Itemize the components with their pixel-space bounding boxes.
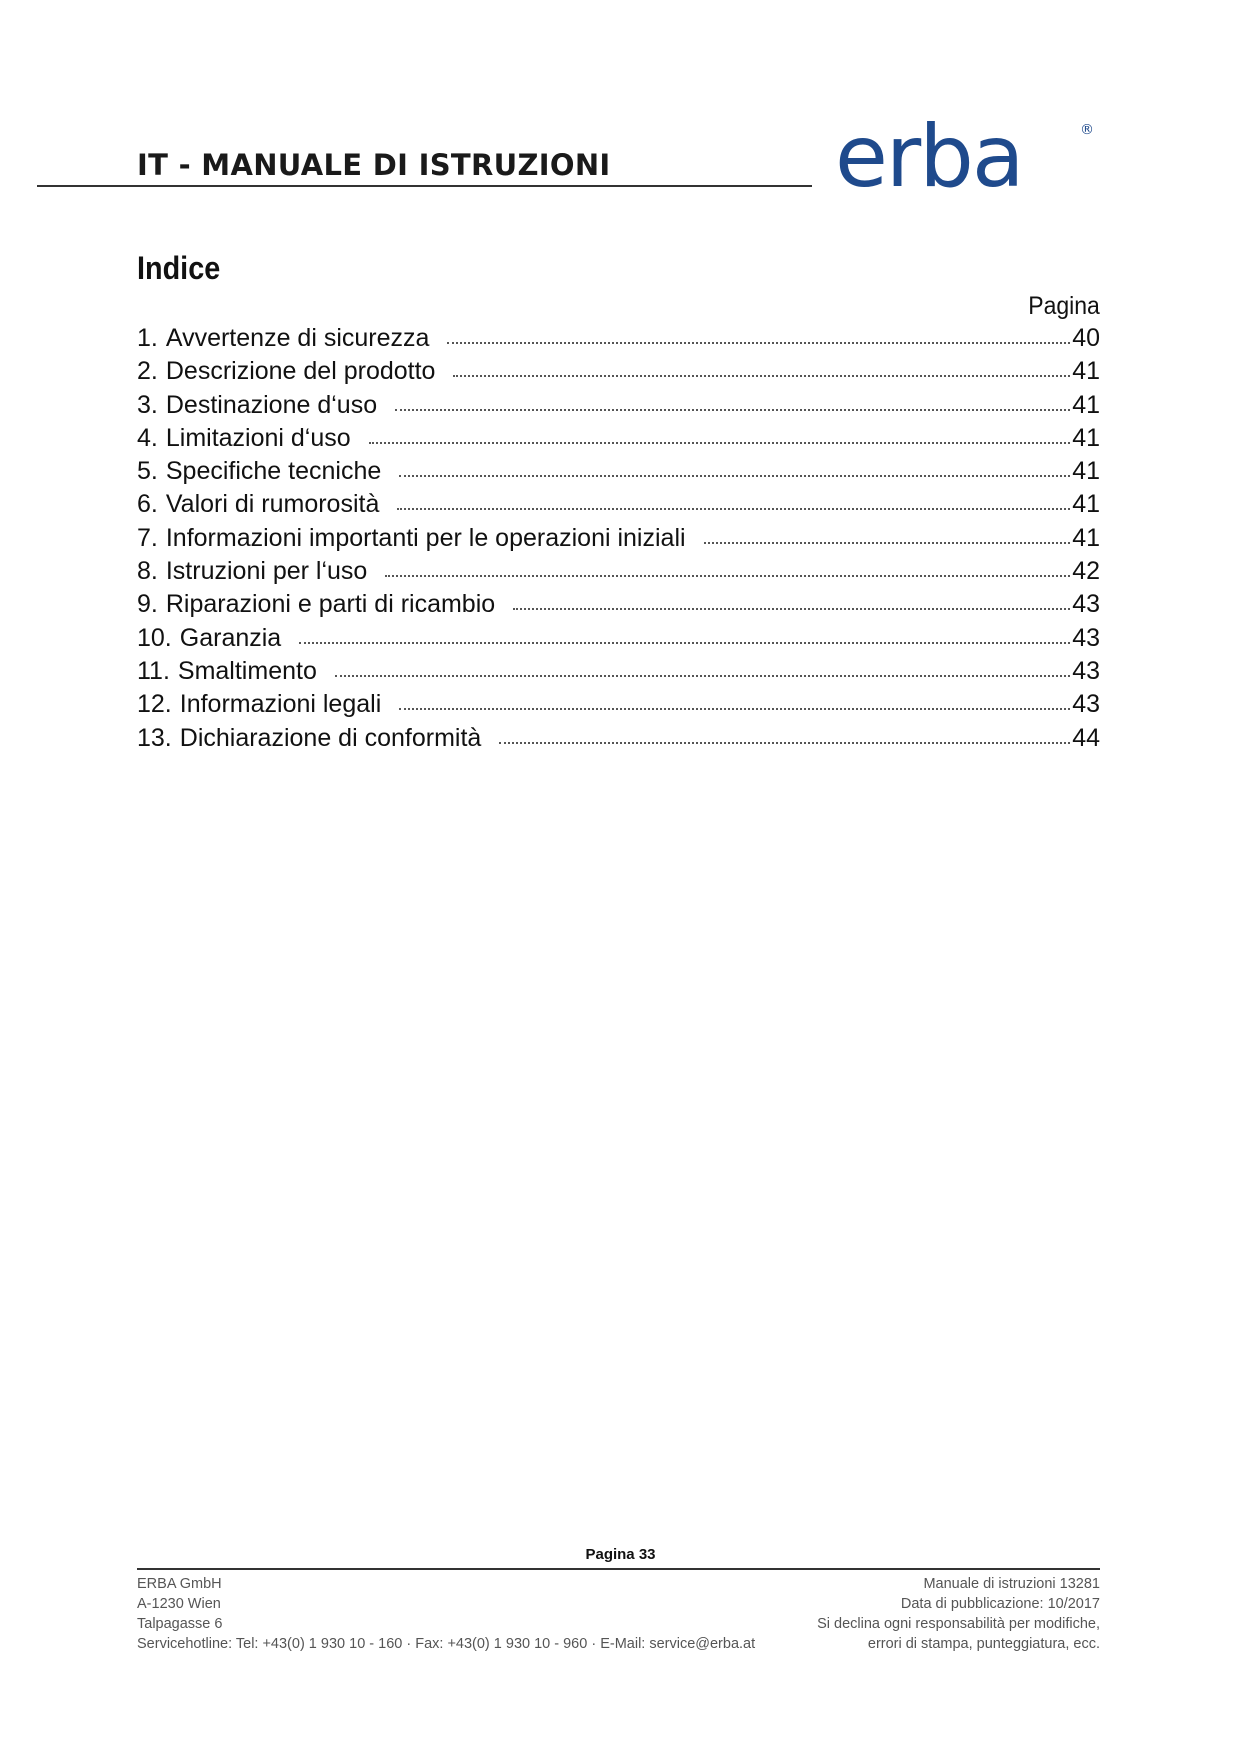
toc-entry-page: 44 (1072, 723, 1100, 752)
toc-entry-page: 41 (1072, 423, 1100, 452)
toc-entry-title: Destinazione d‘uso (165, 390, 378, 419)
toc-entry-title: Informazioni legali (179, 690, 382, 719)
dot-leader (335, 669, 1070, 677)
dot-leader (385, 569, 1070, 577)
toc-entry-page: 43 (1072, 656, 1100, 685)
toc-entry-title: Informazioni importanti per le operazioni iniziali (165, 523, 686, 552)
toc-entry (137, 524, 1100, 557)
toc-entry-number: 9. (137, 590, 158, 619)
footer-left-line: Talpagasse 6 (137, 1616, 223, 1632)
toc-entry-page: 43 (1072, 690, 1100, 719)
footer-right-line: errori di stampa, punteggiatura, ecc. (867, 1636, 1100, 1652)
toc-entry (137, 424, 1100, 457)
toc-entry-title: Limitazioni d‘uso (165, 423, 351, 452)
footer-right-line: Data di pubblicazione: 10/2017 (900, 1596, 1100, 1612)
dot-leader (299, 636, 1070, 644)
toc-entry-title: Dichiarazione di conformità (179, 723, 482, 752)
toc-entry-number: 11. (137, 656, 170, 685)
dot-leader (447, 336, 1070, 344)
toc-entry-page: 42 (1072, 557, 1100, 586)
toc-entry (137, 490, 1100, 523)
registered-mark: ® (1080, 122, 1094, 138)
dot-leader (369, 436, 1071, 444)
toc-heading: Indice (137, 250, 221, 286)
toc-entry (137, 324, 1100, 357)
table-of-contents (137, 324, 1100, 757)
company-address (137, 1574, 755, 1654)
toc-entry-page: 41 (1072, 390, 1100, 419)
toc-entry (137, 690, 1100, 723)
toc-entry-number: 4. (137, 423, 158, 452)
toc-entry-number: 12. (137, 690, 172, 719)
toc-entry-page: 41 (1072, 457, 1100, 486)
toc-entry-title: Valori di rumorosità (165, 490, 380, 519)
footer-left-line: Servicehotline: Tel: +43(0) 1 930 10 - 160 · Fax: +43(0) 1 930 10 - 960 · E-Mail: service@erba.at (137, 1636, 756, 1652)
toc-entry (137, 724, 1100, 757)
toc-entry-title: Istruzioni per l‘uso (165, 557, 368, 586)
erba-logo (835, 118, 1105, 200)
toc-entry-page: 41 (1072, 357, 1100, 386)
document-title: IT - MANUALE DI ISTRUZIONI (137, 148, 611, 182)
toc-entry-page: 40 (1072, 324, 1100, 352)
toc-entry-number: 13. (137, 723, 172, 752)
dot-leader (399, 469, 1070, 477)
toc-entry (137, 557, 1100, 590)
dot-leader (453, 369, 1070, 377)
toc-entry (137, 624, 1100, 657)
toc-entry-title: Garanzia (179, 623, 282, 652)
toc-entry-title: Specifiche tecniche (165, 457, 382, 486)
toc-entry (137, 357, 1100, 390)
toc-entry-title: Avvertenze di sicurezza (165, 324, 430, 352)
toc-entry-title: Descrizione del prodotto (165, 357, 436, 386)
dot-leader (499, 736, 1070, 744)
toc-entry-page: 41 (1072, 490, 1100, 519)
toc-entry-number: 10. (137, 623, 172, 652)
page-number: Pagina 33 (585, 1546, 656, 1563)
footer-left-line: A-1230 Wien (137, 1596, 221, 1612)
manual-info (817, 1574, 1100, 1654)
toc-entry-number: 5. (137, 457, 158, 486)
footer-right-line: Si declina ogni responsabilità per modifiche, (817, 1616, 1100, 1632)
toc-entry-number: 3. (137, 390, 158, 419)
footer-left-line: ERBA GmbH (137, 1576, 222, 1592)
toc-entry-page: 41 (1072, 523, 1100, 552)
dot-leader (704, 536, 1071, 544)
toc-entry (137, 457, 1100, 490)
toc-entry-number: 2. (137, 357, 158, 386)
toc-entry-page: 43 (1072, 623, 1100, 652)
page-column-label: Pagina (1028, 292, 1100, 320)
toc-entry (137, 657, 1100, 690)
toc-entry (137, 391, 1100, 424)
dot-leader (513, 602, 1070, 610)
footer-divider (137, 1568, 1100, 1570)
header-divider (37, 185, 812, 187)
toc-entry-page: 43 (1072, 590, 1100, 619)
toc-entry-title: Smaltimento (177, 656, 317, 685)
dot-leader (397, 502, 1070, 510)
footer-right-line: Manuale di istruzioni 13281 (923, 1576, 1100, 1592)
dot-leader (399, 702, 1070, 710)
toc-entry-number: 1. (137, 324, 158, 352)
dot-leader (395, 403, 1070, 411)
toc-entry-number: 6. (137, 490, 158, 519)
toc-entry-number: 7. (137, 523, 158, 552)
toc-entry (137, 590, 1100, 623)
toc-entry-number: 8. (137, 557, 158, 586)
logo-wordmark: erba (835, 118, 1023, 200)
toc-entry-title: Riparazioni e parti di ricambio (165, 590, 496, 619)
